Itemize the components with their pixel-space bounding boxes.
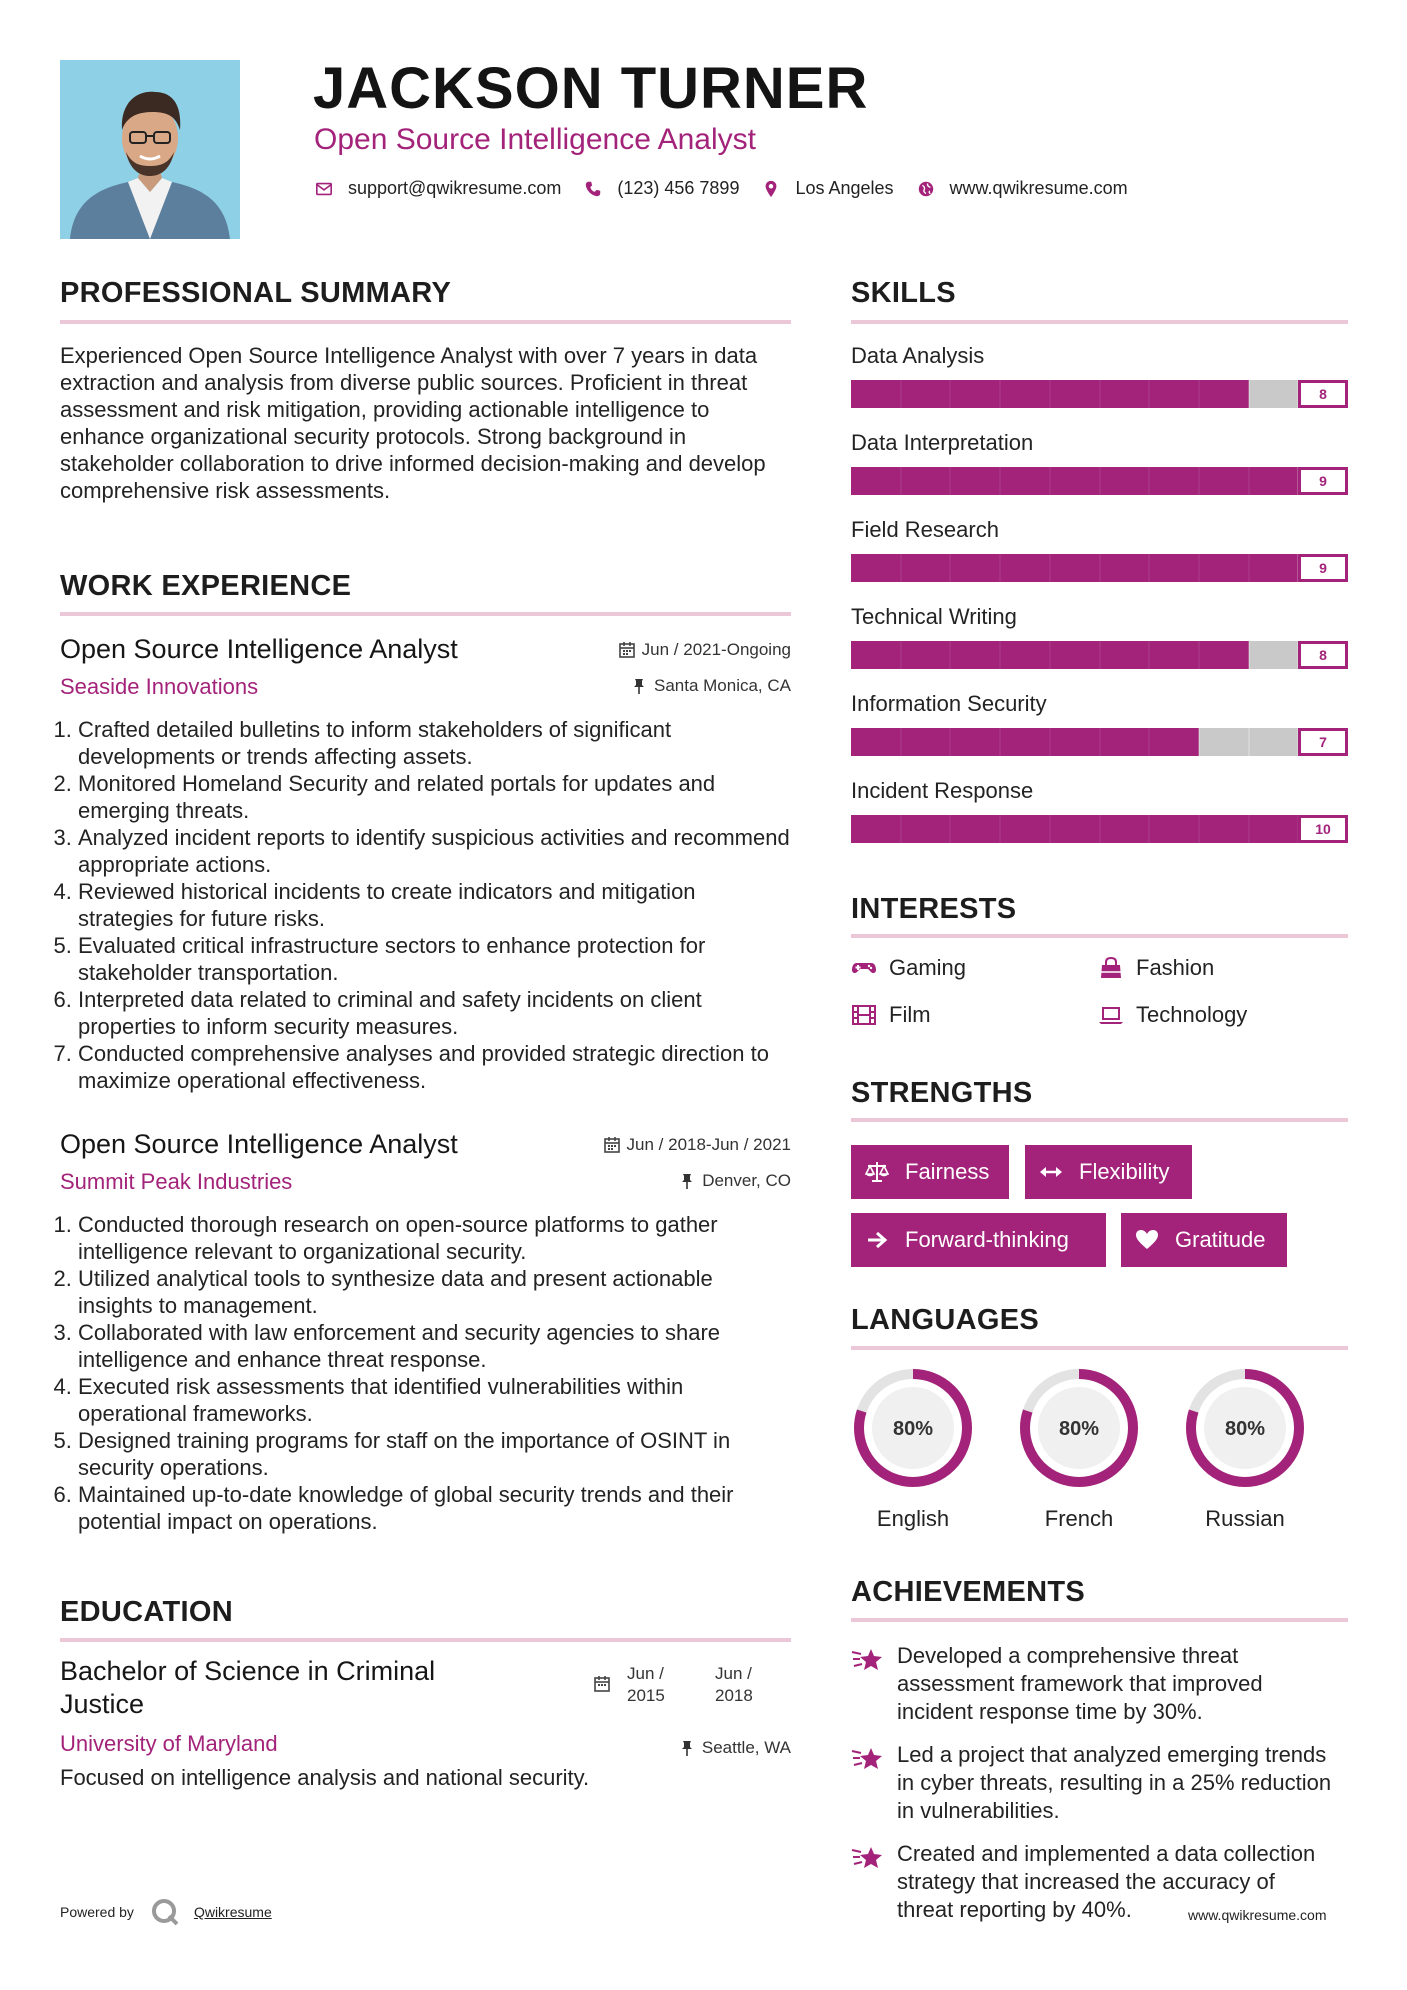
skill-bar-ticks xyxy=(851,728,1348,756)
job-bullet: 1. Conducted thorough research on open-source platforms to gather intelligence relevant to organizational security. xyxy=(78,1211,791,1265)
languages-divider xyxy=(851,1346,1348,1350)
job-bullet: 5. Designed training programs for staff on the importance of OSINT in security operations. xyxy=(78,1427,791,1481)
achievement-text: Created and implemented a data collection strategy that increased the accuracy of threat reporting by 40%. xyxy=(897,1841,1316,1922)
summary-heading: PROFESSIONAL SUMMARY xyxy=(60,277,452,309)
interests-heading: INTERESTS xyxy=(851,893,1017,925)
contact-location: Los Angeles xyxy=(795,178,894,198)
globe-icon xyxy=(916,179,936,199)
education-end-month: Jun / xyxy=(715,1664,752,1683)
language-percent: 80% xyxy=(1058,1418,1100,1440)
job-bullet: 5. Evaluated critical infrastructure sectors to enhance protection for stakeholder transportation. xyxy=(78,932,791,986)
footer-url[interactable]: www.qwikresume.com xyxy=(1188,1907,1327,1923)
strength-chip xyxy=(1025,1145,1192,1199)
experience-divider xyxy=(60,612,791,616)
skill-label: Incident Response xyxy=(851,778,1034,803)
job-bullet: 1. Crafted detailed bulletins to inform stakeholders of significant developments or trends affecting assets. xyxy=(78,716,791,770)
education-start-month: Jun / xyxy=(627,1664,664,1683)
strength-chip xyxy=(1121,1213,1287,1267)
gamepad-icon xyxy=(851,957,877,979)
powered-by-label: Powered by xyxy=(60,1904,134,1920)
achievements-divider xyxy=(851,1618,1348,1622)
education-start-year: 2015 xyxy=(627,1686,665,1705)
pushpin-icon xyxy=(678,1172,696,1190)
skill-score: 7 xyxy=(1298,728,1348,756)
strength-label: Flexibility xyxy=(1079,1159,1170,1184)
shooting-star-icon xyxy=(851,1644,885,1674)
education-location-text: Seattle, WA xyxy=(701,1738,791,1757)
interests-divider xyxy=(851,934,1348,938)
strength-label: Fairness xyxy=(905,1159,990,1184)
calendar-icon xyxy=(618,641,636,659)
interest-item xyxy=(1098,955,1214,981)
qwikresume-logo-icon xyxy=(150,1897,180,1927)
skill-bar-ticks xyxy=(851,467,1348,495)
skill-item xyxy=(851,342,1348,408)
job-bullet: 4. Executed risk assessments that identified vulnerabilities within operational frameworks. xyxy=(78,1373,791,1427)
skill-label: Data Interpretation xyxy=(851,430,1034,455)
contact-email[interactable]: support@qwikresume.com xyxy=(348,178,562,198)
strength-label: Gratitude xyxy=(1175,1227,1266,1252)
achievement-item xyxy=(851,1741,1348,1825)
interest-item xyxy=(1098,1002,1247,1028)
job-company: Seaside Innovations xyxy=(60,674,259,699)
skill-bar-ticks xyxy=(851,815,1348,843)
interest-label: Film xyxy=(889,1002,931,1027)
education-end xyxy=(715,1663,775,1707)
shopping-bag-icon xyxy=(1098,957,1124,979)
calendar-icon xyxy=(593,1675,611,1693)
interest-label: Technology xyxy=(1136,1002,1248,1027)
education-location xyxy=(678,1738,791,1758)
job-dates xyxy=(603,1135,791,1155)
skill-bar xyxy=(851,641,1348,669)
contact-phone[interactable]: (123) 456 7899 xyxy=(617,178,740,198)
skill-bar-ticks xyxy=(851,641,1348,669)
language-name: Russian xyxy=(1205,1506,1285,1531)
skill-item xyxy=(851,603,1348,669)
balance-scale-icon xyxy=(865,1160,891,1184)
job-bullet: 4. Reviewed historical incidents to create indicators and mitigation strategies for future risks. xyxy=(78,878,791,932)
skill-label: Data Analysis xyxy=(851,343,985,368)
candidate-headline: Open Source Intelligence Analyst xyxy=(314,123,756,156)
job-bullet: 2. Monitored Homeland Security and related portals for updates and emerging threats. xyxy=(78,770,791,824)
skill-score: 10 xyxy=(1298,815,1348,843)
strength-chip xyxy=(851,1213,1106,1267)
skill-bar xyxy=(851,467,1348,495)
skill-label: Information Security xyxy=(851,691,1047,716)
heart-icon xyxy=(1135,1228,1161,1252)
summary-text: Experienced Open Source Intelligence Analyst with over 7 years in data extraction and analysis from diverse public sources. Proficient in threat assessment and risk mitigation, providing actionable intelligence to enhance organizational security protocols. Strong background in stakeholder collaboration to drive informed decision-making and develop comprehensive risk assessments. xyxy=(60,343,766,503)
summary-divider xyxy=(60,320,791,324)
language-ring xyxy=(851,1366,975,1490)
laptop-icon xyxy=(1098,1004,1124,1026)
shooting-star-icon xyxy=(851,1842,885,1872)
calendar-icon xyxy=(603,1136,621,1154)
skill-item xyxy=(851,516,1348,582)
skill-score: 9 xyxy=(1298,467,1348,495)
pushpin-icon xyxy=(678,1739,696,1757)
job-entry xyxy=(60,1127,791,1535)
language-name: French xyxy=(1044,1506,1114,1531)
candidate-name: JACKSON TURNER xyxy=(313,56,869,121)
achievement-text: Led a project that analyzed emerging trends in cyber threats, resulting in a 25% reduction in vulnerabilities. xyxy=(897,1742,1332,1823)
strength-label: Forward-thinking xyxy=(905,1227,1069,1252)
job-bullets xyxy=(60,1211,791,1535)
footer xyxy=(60,1897,272,1927)
language-item xyxy=(1017,1366,1141,1532)
job-bullet: 3. Collaborated with law enforcement and security agencies to share intelligence and enhance threat response. xyxy=(78,1319,791,1373)
job-bullet: 6. Interpreted data related to criminal and safety incidents on client properties to inform security measures. xyxy=(78,986,791,1040)
job-location-text: Santa Monica, CA xyxy=(653,676,791,695)
shooting-star-icon xyxy=(851,1743,885,1773)
achievement-item xyxy=(851,1642,1348,1726)
job-title: Open Source Intelligence Analyst xyxy=(60,1129,458,1159)
education-end-year: 2018 xyxy=(715,1686,753,1705)
skill-bar-ticks xyxy=(851,380,1348,408)
education-start xyxy=(627,1663,687,1707)
job-location xyxy=(630,676,791,696)
interest-item xyxy=(851,1002,931,1028)
arrows-horizontal-icon xyxy=(1039,1160,1065,1184)
education-dates xyxy=(593,1663,775,1707)
education-description: Focused on intelligence analysis and national security. xyxy=(60,1765,590,1790)
job-dates-text: Jun / 2018-Jun / 2021 xyxy=(626,1135,791,1154)
job-bullet: 3. Analyzed incident reports to identify suspicious activities and recommend appropriate actions. xyxy=(78,824,791,878)
skills-heading: SKILLS xyxy=(851,277,956,309)
skill-bar xyxy=(851,815,1348,843)
skill-item xyxy=(851,429,1348,495)
skill-label: Technical Writing xyxy=(851,604,1017,629)
skill-score: 8 xyxy=(1298,380,1348,408)
interest-label: Gaming xyxy=(889,955,967,980)
education-divider xyxy=(60,1638,791,1642)
job-entry xyxy=(60,632,791,1094)
language-percent: 80% xyxy=(1224,1418,1266,1440)
job-title: Open Source Intelligence Analyst xyxy=(60,634,458,664)
pushpin-icon xyxy=(630,677,648,695)
envelope-icon xyxy=(314,179,334,199)
skill-score: 9 xyxy=(1298,554,1348,582)
language-ring xyxy=(1017,1366,1141,1490)
language-name: English xyxy=(876,1506,950,1531)
job-bullet: 6. Maintained up-to-date knowledge of global security trends and their potential impact on operations. xyxy=(78,1481,791,1535)
language-ring xyxy=(1183,1366,1307,1490)
job-bullet: 7. Conducted comprehensive analyses and provided strategic direction to maximize operational effectiveness. xyxy=(78,1040,791,1094)
languages-heading: LANGUAGES xyxy=(851,1304,1039,1336)
arrow-right-icon xyxy=(865,1228,891,1252)
skill-score: 8 xyxy=(1298,641,1348,669)
interest-item xyxy=(851,955,966,981)
interest-label: Fashion xyxy=(1136,955,1215,980)
achievements-heading: ACHIEVEMENTS xyxy=(851,1576,1086,1608)
strengths-divider xyxy=(851,1118,1348,1122)
job-bullets xyxy=(60,716,791,1094)
skill-item xyxy=(851,690,1348,756)
experience-heading: WORK EXPERIENCE xyxy=(60,570,352,602)
strengths-heading: STRENGTHS xyxy=(851,1077,1033,1109)
brand-link[interactable]: Qwikresume xyxy=(193,1904,272,1920)
job-location xyxy=(678,1171,791,1191)
skill-bar xyxy=(851,554,1348,582)
job-dates-text: Jun / 2021-Ongoing xyxy=(641,640,791,659)
contact-website[interactable]: www.qwikresume.com xyxy=(949,178,1128,198)
education-entry xyxy=(60,1655,791,1793)
job-bullet: 2. Utilized analytical tools to synthesize data and present actionable insights to management. xyxy=(78,1265,791,1319)
film-icon xyxy=(851,1004,877,1026)
skill-bar-ticks xyxy=(851,554,1348,582)
contact-bar xyxy=(314,178,1150,199)
achievement-text: Developed a comprehensive threat assessment framework that improved incident response time by 30%. xyxy=(897,1643,1263,1724)
map-pin-icon xyxy=(761,179,781,199)
strength-chip xyxy=(851,1145,1009,1199)
education-school: University of Maryland xyxy=(60,1731,278,1756)
profile-photo xyxy=(60,60,240,239)
skills-divider xyxy=(851,320,1348,324)
phone-icon xyxy=(583,179,603,199)
skill-bar xyxy=(851,380,1348,408)
job-company: Summit Peak Industries xyxy=(60,1169,293,1194)
education-degree: Bachelor of Science in Criminal Justice xyxy=(60,1656,436,1719)
job-dates xyxy=(618,640,791,660)
skill-bar xyxy=(851,728,1348,756)
language-item xyxy=(1183,1366,1307,1532)
skill-label: Field Research xyxy=(851,517,999,542)
language-percent: 80% xyxy=(892,1418,934,1440)
job-location-text: Denver, CO xyxy=(702,1171,791,1190)
language-item xyxy=(851,1366,975,1532)
education-heading: EDUCATION xyxy=(60,1596,233,1628)
skill-item xyxy=(851,777,1348,843)
